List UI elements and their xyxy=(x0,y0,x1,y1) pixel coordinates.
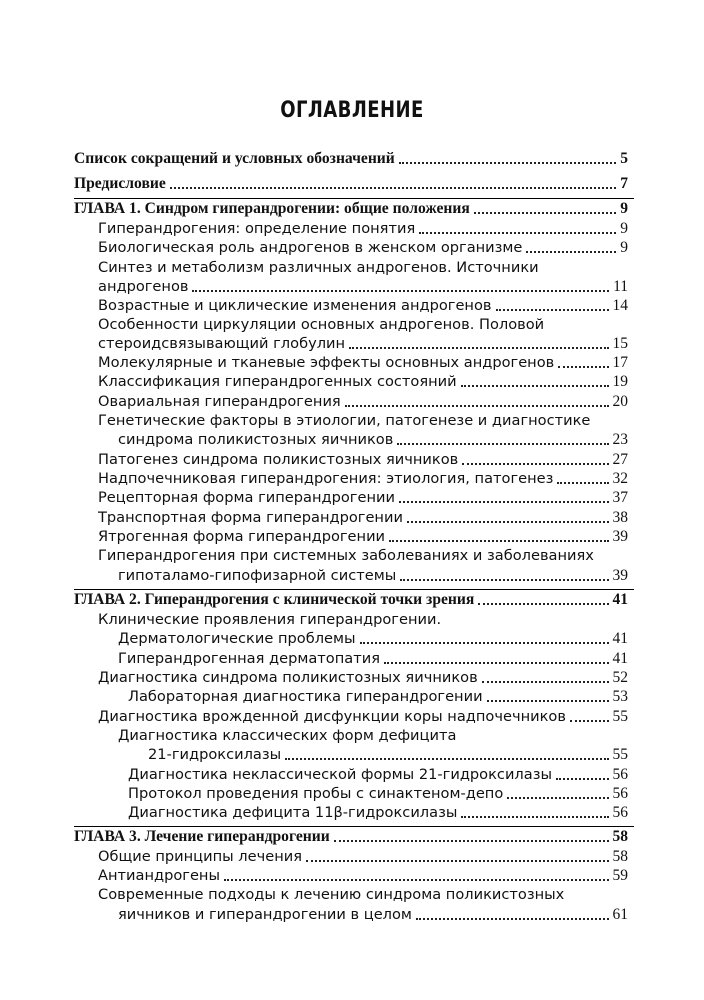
toc-leader xyxy=(360,642,609,644)
toc-entry-text: Классификация гиперандрогенных состояний xyxy=(98,373,457,390)
toc-entry-text: Общие принципы лечения xyxy=(98,848,302,865)
toc-entry-text: Синтез и метаболизм различных андрогенов. Источники xyxy=(98,259,539,276)
toc-entry[interactable] xyxy=(118,904,628,926)
toc-page-number: 61 xyxy=(612,906,628,923)
page-title: ОГЛАВЛЕНИЕ xyxy=(280,98,424,123)
toc-leader xyxy=(389,540,608,542)
toc-entry-text: Дерматологические проблемы xyxy=(118,630,356,647)
toc-entry[interactable] xyxy=(74,173,628,195)
toc-leader xyxy=(461,385,609,387)
toc-page-number: 52 xyxy=(612,669,628,686)
toc-entry-text: Список сокращений и условных обозначений xyxy=(74,150,395,167)
toc-leader xyxy=(407,521,609,523)
toc-page-number: 56 xyxy=(612,785,628,802)
toc-entry-text: Протокол проведения пробы с синактеном-депо xyxy=(128,785,504,802)
toc-entry-text: Биологическая роль андрогенов в женском организме xyxy=(98,239,523,256)
toc-page-number: 39 xyxy=(612,567,628,584)
toc-entry[interactable] xyxy=(118,565,628,587)
toc-leader xyxy=(334,840,609,842)
toc-entry-text: Молекулярные и тканевые эффекты основных андрогенов xyxy=(98,354,555,371)
toc-leader xyxy=(526,251,616,253)
toc-leader xyxy=(462,463,608,465)
toc-leader xyxy=(306,860,609,862)
toc-leader xyxy=(192,290,609,292)
toc-page-number: 7 xyxy=(620,175,628,192)
toc-leader xyxy=(170,187,616,189)
toc-entry-text: ГЛАВА 1. Синдром гиперандрогении: общие положения xyxy=(74,200,470,217)
toc-leader xyxy=(416,918,609,920)
toc-entry[interactable] xyxy=(98,487,628,509)
toc-entry-text: Современные подходы к лечению синдрома поликистозных xyxy=(98,886,565,903)
toc-page-number: 41 xyxy=(612,591,628,608)
toc-leader xyxy=(419,232,616,234)
toc-entry-text: Диагностика классических форм дефицита xyxy=(118,727,457,744)
toc-leader xyxy=(507,797,608,799)
toc-chapter[interactable] xyxy=(74,589,628,611)
toc-entry[interactable] xyxy=(98,237,628,259)
toc-chapter[interactable] xyxy=(74,826,628,848)
toc-entry-text: Гиперандрогенная дерматопатия xyxy=(118,650,380,667)
toc-page-number: 56 xyxy=(612,804,628,821)
toc-leader xyxy=(224,879,609,881)
toc-entry[interactable] xyxy=(74,148,628,170)
toc-entry-text: 21-гидроксилазы xyxy=(148,746,282,763)
toc-entry-text: Овариальная гиперандрогения xyxy=(98,393,341,410)
toc-leader xyxy=(399,501,609,503)
toc-entry-text: яичников и гиперандрогении в целом xyxy=(118,906,412,923)
toc-leader xyxy=(474,212,616,214)
toc-leader xyxy=(397,443,608,445)
toc-page-number: 23 xyxy=(612,431,628,448)
toc-leader xyxy=(487,700,609,702)
toc-entry-text: Диагностика синдрома поликистозных яичников xyxy=(98,669,478,686)
toc-entry-text: Особенности циркуляции основных андрогенов. Половой xyxy=(98,316,545,333)
toc-entry-text: Гиперандрогения: определение понятия xyxy=(98,220,416,237)
toc-entry-text: андрогенов xyxy=(98,278,189,295)
toc-entry[interactable] xyxy=(148,744,628,766)
toc-leader xyxy=(496,309,609,311)
toc-page-number: 9 xyxy=(620,239,628,256)
toc-page-number: 19 xyxy=(612,373,628,390)
toc-entry-text: Патогенез синдрома поликистозных яичников xyxy=(98,451,459,468)
toc-page-number: 37 xyxy=(612,489,628,506)
toc-leader xyxy=(570,720,609,722)
toc-leader xyxy=(349,347,608,349)
toc-leader xyxy=(558,366,608,368)
toc-page-number: 55 xyxy=(612,746,628,763)
toc-entry-text: Антиандрогены xyxy=(98,867,220,884)
toc-leader xyxy=(556,778,609,780)
toc-entry-text: стероидсвязывающий глобулин xyxy=(98,335,346,352)
toc-entry-text: Рецепторная форма гиперандрогении xyxy=(98,489,395,506)
toc-entry-text: Транспортная форма гиперандрогении xyxy=(98,509,403,526)
toc-entry-text: Надпочечниковая гиперандрогения: этиология, патогенез xyxy=(98,470,554,487)
toc-entry-text: Лабораторная диагностика гиперандрогении xyxy=(128,688,483,705)
toc-chapter[interactable] xyxy=(74,198,628,220)
toc-leader xyxy=(478,603,608,605)
toc-leader xyxy=(557,482,608,484)
toc-leader xyxy=(461,816,608,818)
toc-page-number: 56 xyxy=(612,766,628,783)
toc-entry-text: Гиперандрогения при системных заболеваниях и заболеваниях xyxy=(98,547,594,564)
toc-leader xyxy=(399,162,616,164)
toc-leader xyxy=(285,758,608,760)
toc-page-number: 38 xyxy=(612,509,628,526)
toc-page-number: 32 xyxy=(612,470,628,487)
toc-page-number: 58 xyxy=(612,848,628,865)
toc-entry[interactable] xyxy=(118,429,628,451)
toc-page-number: 5 xyxy=(620,150,628,167)
toc-entry-text: Предисловие xyxy=(74,175,166,192)
toc-entry[interactable] xyxy=(128,686,628,708)
toc-page-number: 20 xyxy=(612,393,628,410)
toc-entry-text: синдрома поликистозных яичников xyxy=(118,431,394,448)
toc-entry-text: гипоталамо-гипофизарной системы xyxy=(118,567,397,584)
toc-page-number: 41 xyxy=(612,630,628,647)
toc-entry-text: ГЛАВА 3. Лечение гиперандрогении xyxy=(74,828,330,845)
toc-page-number: 58 xyxy=(612,828,628,845)
toc-page-number: 41 xyxy=(612,650,628,667)
toc-page-number: 14 xyxy=(612,297,628,314)
toc-entry[interactable] xyxy=(128,802,628,824)
toc-entry-text: Диагностика врожденной дисфункции коры надпочечников xyxy=(98,708,566,725)
toc-page-number: 53 xyxy=(612,688,628,705)
toc-page-number: 11 xyxy=(613,278,628,295)
toc-entry[interactable] xyxy=(118,628,628,650)
toc-entry-text: Диагностика дефицита 11β-гидроксилазы xyxy=(128,804,458,821)
toc-page-number: 39 xyxy=(612,528,628,545)
toc-page-number: 15 xyxy=(612,335,628,352)
toc-entry-text: Ятрогенная форма гиперандрогении xyxy=(98,528,386,545)
toc-entry[interactable] xyxy=(98,371,628,393)
toc-leader xyxy=(482,681,609,683)
toc-page-number: 9 xyxy=(620,220,628,237)
toc-page-number: 27 xyxy=(612,451,628,468)
toc-page-number: 9 xyxy=(620,200,628,217)
toc-entry-text: Генетические факторы в этиологии, патогенезе и диагностике xyxy=(98,412,591,429)
toc-entry-text: ГЛАВА 2. Гиперандрогения с клинической точки зрения xyxy=(74,591,475,608)
toc-leader xyxy=(384,662,609,664)
toc-page-number: 55 xyxy=(612,708,628,725)
toc-page-number: 17 xyxy=(612,354,628,371)
toc-entry-text: Клинические проявления гиперандрогении. xyxy=(98,611,442,628)
toc-leader xyxy=(400,579,608,581)
toc-leader xyxy=(345,405,609,407)
toc-entry-text: Возрастные и циклические изменения андрогенов xyxy=(98,297,492,314)
toc-entry-text: Диагностика неклассической формы 21-гидроксилазы xyxy=(128,766,552,783)
toc-page-number: 59 xyxy=(612,867,628,884)
